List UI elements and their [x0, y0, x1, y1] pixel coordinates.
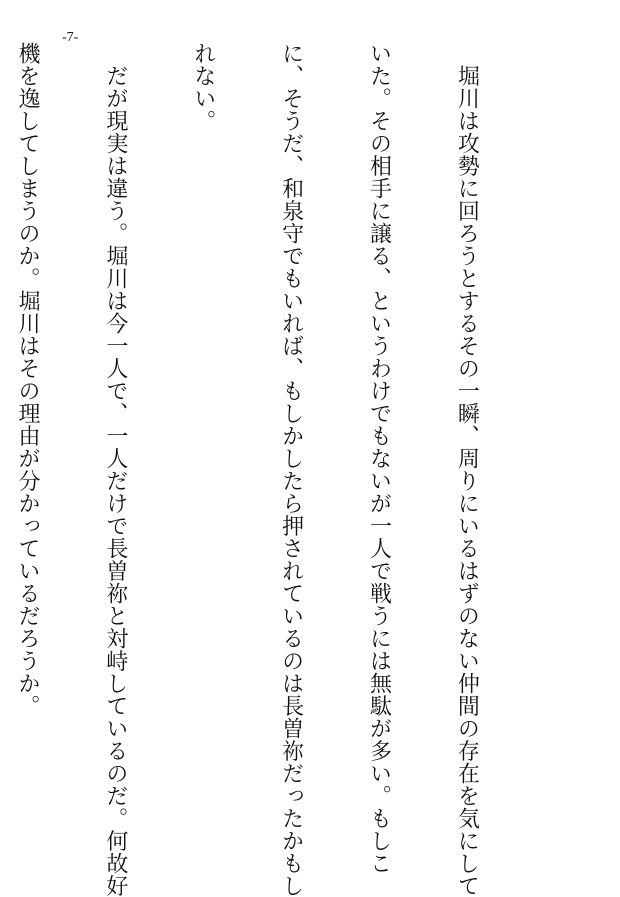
- text-line: に、そうだ、和泉守でもいれば、もしかしたら押されているのは長曽祢だったかもし: [278, 42, 304, 897]
- text-line: 堀川は攻勢に回ろうとするその一瞬、周りにいるはずのない仲間の存在を気にして: [454, 42, 480, 897]
- body-text: [14, 42, 540, 897]
- text-line: だが現実は違う。堀川は今一人で、一人だけで長曽祢と対峙しているのだ。何故好: [102, 42, 128, 897]
- text-line: れない。: [190, 42, 216, 132]
- page-number: -7-: [62, 30, 79, 45]
- text-line: 機を逸してしまうのか。堀川はその理由が分かっているだろうか。: [14, 42, 40, 717]
- text-line: いた。その相手に譲る、というわけでもないが一人で戦うには無駄が多い。もしこ: [366, 42, 392, 875]
